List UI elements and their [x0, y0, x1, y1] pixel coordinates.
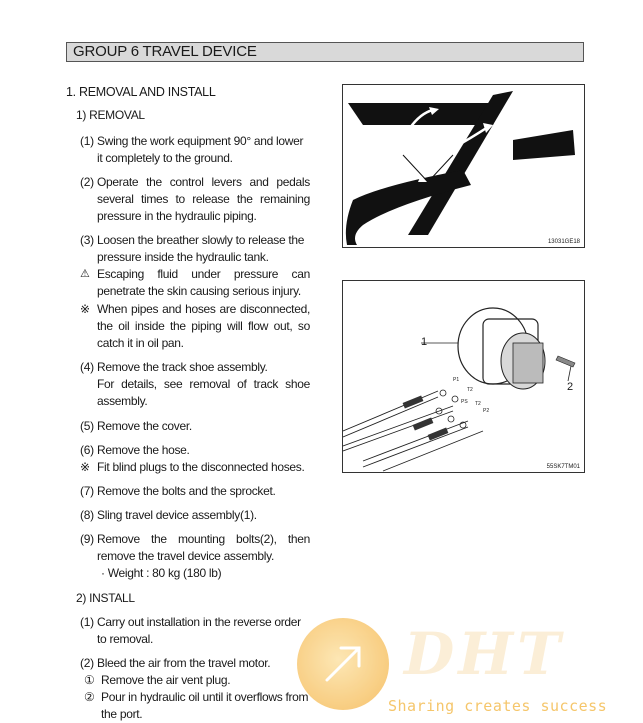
install-step-1: (1) Carry out installation in the reverse order to removal. — [80, 615, 301, 646]
removal-step-2: (2) Operate the control levers and pedals several times to release the remaining pressure in the hydraulic piping. — [80, 175, 310, 223]
callout-2: 2 — [567, 381, 574, 393]
removal-step-5: (5) Remove the cover. — [80, 419, 192, 433]
travel-motor-illustration — [343, 281, 584, 472]
removal-step-9: (9) Remove the mounting bolts(2), then remove the travel device assembly. · Weight : 80 kg (180 lb) — [80, 532, 310, 580]
callout-1: 1 — [421, 336, 428, 348]
port-label: PS — [461, 399, 468, 405]
install-substep-1: ① Remove the air vent plug. — [84, 673, 231, 687]
removal-step-3: (3) Loosen the breather slowly to release the pressure inside the hydraulic tank. — [80, 233, 305, 264]
warning-icon: ⚠ — [80, 268, 90, 280]
section-header — [66, 42, 584, 62]
removal-step-6: (6) Remove the hose. — [80, 443, 190, 457]
port-label: P2 — [483, 408, 490, 414]
figure-swing-lower — [342, 84, 585, 248]
removal-title: 1) REMOVAL — [76, 108, 145, 122]
removal-step-4: (4) Remove the track shoe assembly. For details, see removal of track shoe assembly. — [80, 360, 310, 408]
removal-step-8: (8) Sling travel device assembly(1). — [80, 508, 257, 522]
figure-travel-device — [342, 280, 585, 473]
note-mark-icon: ※ — [80, 460, 90, 474]
figure-code: 13031GE18 — [547, 239, 580, 245]
install-substep-2: ② Pour in hydraulic oil until it overflows from the port. — [84, 690, 309, 721]
caution-note-2: ※ Fit blind plugs to the disconnected hoses. — [80, 460, 305, 474]
note-mark-icon: ※ — [80, 302, 90, 316]
caution-note-1: ※ When pipes and hoses are disconnected, the oil inside the piping will flow out, so catch it in oil pan. — [80, 302, 310, 350]
removal-step-7: (7) Remove the bolts and the sprocket. — [80, 484, 276, 498]
section-title: 1. REMOVAL AND INSTALL — [66, 85, 216, 99]
excavator-arm-illustration — [343, 85, 584, 247]
port-label: T2 — [467, 387, 473, 393]
removal-step-1: (1) Swing the work equipment 90° and lower it completely to the ground. — [80, 134, 304, 165]
port-label: T2 — [475, 401, 481, 407]
figure-code: 55SK7TM01 — [546, 464, 580, 470]
port-label: P1 — [453, 377, 460, 383]
watermark-circle-icon — [297, 618, 389, 710]
warning-note: ⚠ Escaping fluid under pressure can penetrate the skin causing serious injury. — [80, 267, 310, 298]
install-step-2: (2) Bleed the air from the travel motor. — [80, 656, 271, 670]
watermark-tagline: Sharing creates success — [388, 697, 608, 715]
header-title: GROUP 6 TRAVEL DEVICE — [73, 43, 257, 60]
watermark-logo: DHT — [404, 620, 565, 688]
install-title: 2) INSTALL — [76, 591, 135, 605]
